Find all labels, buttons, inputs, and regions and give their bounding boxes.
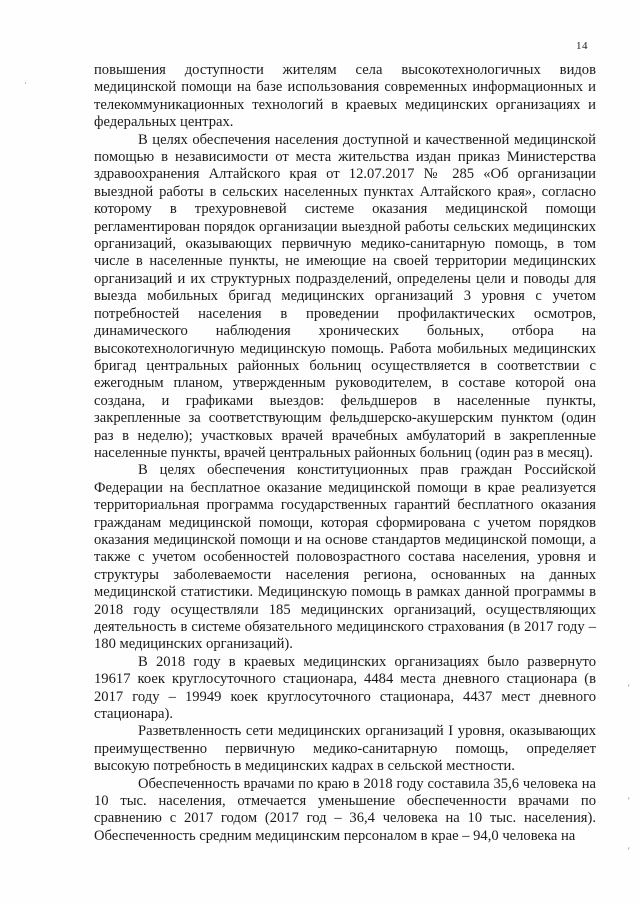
page-number: 14	[576, 40, 588, 52]
margin-mark: '	[628, 846, 630, 856]
paragraph-state-guarantees: В целях обеспечения конституционных прав граждан Российской Федерации на бесплатное оказание медицинской помощи в крае реализуется территориальная программа государственных гарантий бесплатного оказания гражданам медицинской помощи, которая сформирована с учетом порядков оказания медицинской помощи и на основе стандартов медицинской помощи, а также с учетом особенностей половозрастного состава населения, уровня и структуры заболеваемости населения региона, основанных на данных медицинской статистики. Медицинскую помощь в рамках данной программы в 2018 году осуществляли 185 медицинских организаций, осуществляющих деятельность в системе обязательного медицинского страхования (в 2017 году – 180 медицинских организаций).	[94, 462, 596, 653]
paragraph-network: Разветвленность сети медицинских организаций I уровня, оказывающих преимущественно первичную медико-санитарную помощь, определяет высокую потребность в медицинских кадрах в сельской местности.	[94, 723, 596, 775]
paragraph-bed-capacity: В 2018 году в краевых медицинских организациях было развернуто 19617 коек круглосуточного стационара, 4484 места дневного стационара (в 2017 году – 19949 коек круглосуточного стационара, 4437 мест дневного стационара).	[94, 653, 596, 723]
document-body	[94, 62, 596, 845]
margin-mark: '	[628, 683, 630, 693]
paragraph-mobile-brigades: В целях обеспечения населения доступной и качественной медицинской помощью в независимости от места жительства издан приказ Министерства здравоохранения Алтайского края от 12.07.2017 № 285 «Об организации выездной работы в сельских населенных пунктах Алтайского края», согласно которому в трехуровневой системе оказания медицинской помощи регламентирован порядок организации выездной работы сельских медицинских организаций, оказывающих первичную медико-санитарную помощь, в том числе в населенные пункты, не имеющие на своей территории медицинских организаций и их структурных подразделений, определены цели и поводы для выезда мобильных бригад медицинских организаций 3 уровня с учетом потребностей населения в проведении профилактических осмотров, динамического наблюдения хронических больных, отбора на высокотехнологичную медицинскую помощь. Работа мобильных медицинских бригад центральных районных больниц осуществляется в соответствии с ежегодным планом, утвержденным руководителем, в составе которой она создана, и графиками выездов: фельдшеров в населенные пункты, закрепленные за соответствующим фельдшерско-акушерским пунктом (один раз в неделю); участковых врачей врачебных амбулаторий в закрепленные населенные пункты, врачей центральных районных больниц (один раз в месяц).	[94, 131, 596, 461]
paragraph-continuation: повышения доступности жителям села высокотехнологичных видов медицинской помощи на базе использования современных информационных и телекоммуникационных технологий в краевых медицинских организациях и федеральных центрах.	[94, 62, 596, 131]
margin-mark: '	[628, 796, 630, 806]
margin-mark: ·	[24, 78, 27, 88]
paragraph-staffing: Обеспеченность врачами по краю в 2018 году составила 35,6 человека на 10 тыс. населения, отмечается уменьшение обеспеченности врачами по сравнению с 2017 годом (2017 год – 36,4 человека на 10 тыс. населения). Обеспеченность средним медицинским персоналом в крае – 94,0 человека на	[94, 775, 596, 844]
